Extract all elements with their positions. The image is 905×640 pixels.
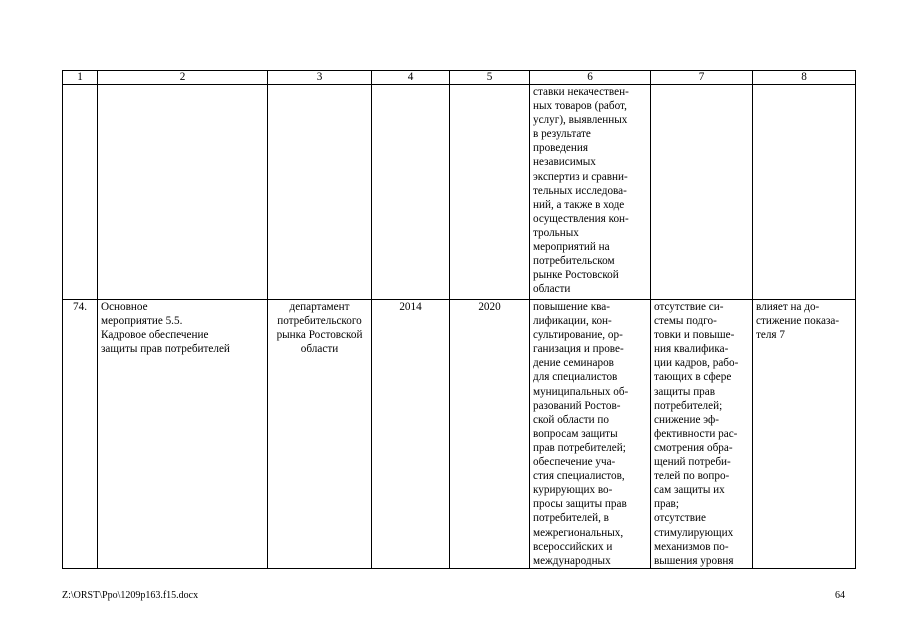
column-number-row <box>63 71 856 85</box>
text-line: обеспечение уча- <box>533 456 616 469</box>
text-line: прав потребителей; <box>533 441 626 454</box>
column-number: 4 <box>372 71 450 85</box>
text-line: вышения уровня <box>654 554 734 567</box>
text-line: отсутствие си- <box>654 301 724 313</box>
text-line: услуг), выявленных <box>533 114 628 127</box>
column-number: 5 <box>450 71 530 85</box>
column-number: 6 <box>530 71 651 85</box>
text-line: проведения <box>533 142 588 155</box>
text-line: снижение эф- <box>654 413 719 426</box>
empty-cell <box>651 85 753 300</box>
text-line: тающих в сфере <box>654 371 732 384</box>
text-line: ния квалифика- <box>654 343 729 356</box>
empty-cell <box>63 85 98 300</box>
text-line: рынка Ростовской <box>276 329 363 342</box>
text-line: влияет на до- <box>756 301 820 313</box>
text-line: стемы подго- <box>654 315 717 328</box>
column-number: 3 <box>268 71 372 85</box>
text-line: разований Ростов- <box>533 399 621 412</box>
text-line: потребительского <box>277 315 362 328</box>
text-line: в результате <box>533 128 591 141</box>
text-line: курирующих во- <box>533 484 613 497</box>
activity-name <box>98 300 268 569</box>
text-line: ставки некачествен- <box>533 86 629 98</box>
text-line: просы защиты прав <box>533 498 627 511</box>
text-line: Основное <box>101 301 148 313</box>
text-line: телей по вопро- <box>654 470 730 483</box>
text-line: отсутствие <box>654 512 706 525</box>
column-number: 2 <box>98 71 268 85</box>
text-line: сультирование, ор- <box>533 329 623 342</box>
column-number: 7 <box>651 71 753 85</box>
continuation-col6-text <box>530 85 651 300</box>
text-line: щений потреби- <box>654 456 731 469</box>
text-line: механизмов по- <box>654 540 729 553</box>
text-line: товки и повыше- <box>654 329 735 342</box>
text-line: для специалистов <box>533 371 618 384</box>
text-line: защиты прав <box>654 385 716 398</box>
text-line: стижение показа- <box>756 315 840 328</box>
footer-file-path: Z:\ORST\Ppo\1209p163.f15.docx <box>62 590 199 601</box>
column-number: 1 <box>63 71 98 85</box>
text-line: осуществления кон- <box>533 212 629 225</box>
empty-cell <box>753 85 856 300</box>
text-line: теля 7 <box>756 329 785 342</box>
text-line: фективности рас- <box>654 427 738 440</box>
text-line: мероприятий на <box>533 241 610 254</box>
text-line: муниципальных об- <box>533 385 629 398</box>
text-line: экспертиз и сравни- <box>533 170 628 183</box>
end-year: 2020 <box>450 300 530 569</box>
text-line: вопросам защиты <box>533 427 618 440</box>
text-line: потребителей, в <box>533 512 609 525</box>
text-line: независимых <box>533 156 596 169</box>
text-line: Кадровое обеспечение <box>101 329 209 342</box>
text-line: области <box>300 343 339 356</box>
continuation-row <box>63 85 856 300</box>
text-line: прав; <box>654 498 679 511</box>
text-line: стия специалистов, <box>533 470 625 483</box>
empty-cell <box>268 85 372 300</box>
text-line: потребительском <box>533 255 615 268</box>
text-line: мероприятие 5.5. <box>101 315 183 328</box>
text-line: рынке Ростовской <box>533 269 619 282</box>
text-line: ных товаров (работ, <box>533 100 627 113</box>
empty-cell <box>450 85 530 300</box>
text-line: лификации, кон- <box>533 315 612 328</box>
text-line: тельных исследова- <box>533 184 627 197</box>
text-line: ганизация и прове- <box>533 343 624 356</box>
text-line: защиты прав потребителей <box>101 343 230 356</box>
column-number: 8 <box>753 71 856 85</box>
text-line: потребителей; <box>654 399 723 412</box>
table-row-74 <box>63 300 856 569</box>
text-line: смотрения обра- <box>654 441 733 454</box>
non-implementation-consequences <box>651 300 753 569</box>
row-number: 74. <box>63 300 98 569</box>
text-line: сам защиты их <box>654 484 725 497</box>
text-line: дение семинаров <box>533 357 614 370</box>
text-line: межрегиональных, <box>533 526 624 539</box>
text-line: всероссийских и <box>533 540 613 553</box>
text-line: трольных <box>533 226 579 239</box>
empty-cell <box>372 85 450 300</box>
footer-page-number: 64 <box>835 590 845 601</box>
text-line: ний, а также в ходе <box>533 198 625 211</box>
text-line: департамент <box>289 301 350 313</box>
text-line: повышение ква- <box>533 301 610 313</box>
text-line: международных <box>533 554 611 567</box>
indicator-link <box>753 300 856 569</box>
program-table <box>62 70 856 569</box>
expected-result <box>530 300 651 569</box>
text-line: ской области по <box>533 413 609 426</box>
executor <box>268 300 372 569</box>
text-line: стимулирующих <box>654 526 734 539</box>
start-year: 2014 <box>372 300 450 569</box>
empty-cell <box>98 85 268 300</box>
text-line: ции кадров, рабо- <box>654 357 739 370</box>
text-line: области <box>533 283 571 296</box>
